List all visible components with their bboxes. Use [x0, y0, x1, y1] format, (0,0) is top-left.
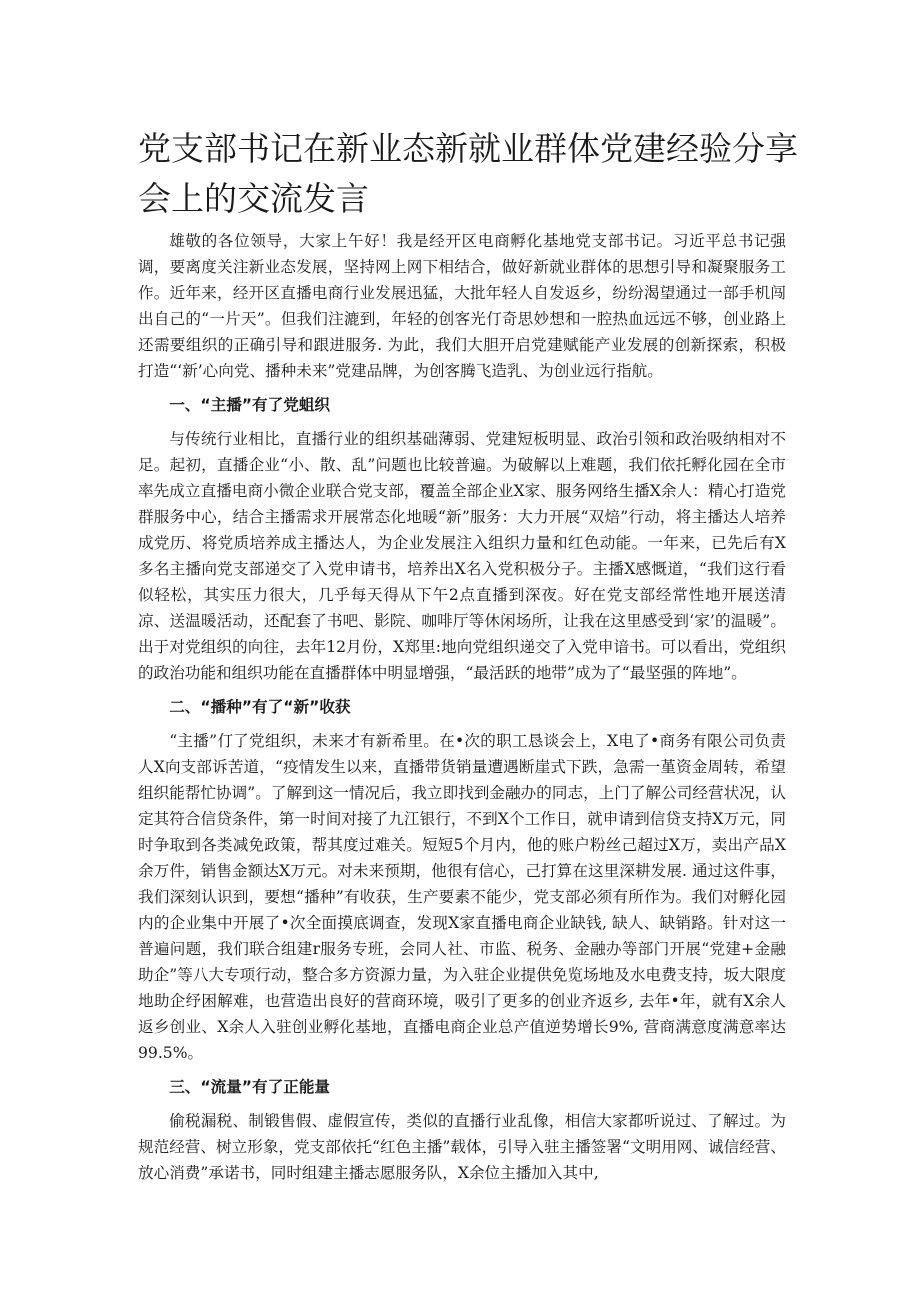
section-paragraph-3: 偷税漏税、制锻售假、虚假宣传，类似的直播行业乱像，相信大家都听说过、了解过。为规范经营、树立形象，党支部依托“红色主播”载体，引导入驻主播签署“文明用网、诚信经营、放心消费”承诺书，同时组建主播志愿服务队，X余位主播加入其中,	[138, 1112, 786, 1182]
intro-paragraph: 雄敬的各位领导，大家上午好！我是经开区电商孵化基地党支部书记。习近平总书记强调，要离度关注新业态发展，坚持网上网下相结合，做好新就业群体的思想引导和凝聚服务工作。近年来，经开区直播电商行业发展迅猛，大批年轻人自发返乡，纷纷渴望通过一部手机闯出自己的“一片天”。但我们注漉到，年轻的创客光仃奇思妙想和一腔热血远远不够，创业路上还需要组织的正确引导和跟进服务. 为此，我们大胆开启党建赋能产业发展的创新探索，积极打造“‘新’心向党、播种未来”党建品牌，为创客腾飞造乳、为创业远行指航。	[138, 232, 786, 380]
section-paragraph-1: 与传统行业相比，直播行业的组织基础薄弱、党建短板明显、政治引领和政治吸纳相对不足。起初，直播企业“小、散、乱”问题也比较普遍。为破解以上难题，我们依托孵化园在全市率先成立直播电商小微企业联合党支部，覆盖全部企业X家、服务网络生播X余人：精心打造党群服务中心，结合主播需求开展常态化地暖“新”服务：大力开展“双焙”行动，将主播达人培养成党历、将党质培养成主播达人，为企业发展注入组织力量和红色动能。一年来，已先后有X多名主播向党支部递交了入党申请书，培养出X名入党积极分子。主播X感慨道，“我们这行看似轻松，其实压力很大，几乎每天得从下午2点直播到深夜。好在党支部经常性地开展送清凉、送温暖活动，还配套了书吧、影院、咖啡厅等休闲场所，让我在这里感受到‘家’的温暖”。出于对党组织的向往，去年12月份，X郑里:地向党组织递交了入党申谙书。可以看出，党组织的政治功能和组织功能在直播群体中明显增强，“最活跃的地带”成为了“最坚强的阵地”。	[138, 430, 786, 682]
section-heading-2: 二、“播种”有了“新”收获	[169, 698, 351, 716]
document-title: 党支部书记在新业态新就业群体党建经验分享会上的交流发言	[138, 129, 798, 218]
section-heading-1: 一、“主播”有了党蛆织	[169, 396, 331, 414]
section-heading-3: 三、“流量”有了正能量	[169, 1078, 331, 1096]
section-paragraph-2: “主播”仃了党组织，未来才有新希里。在•次的职工恳谈会上，X电了•商务有限公司负责人X向支部诉苦道，“疫情发生以来，直播带货销量遭遇断崖式下跌，急需一堇资金周转，希望组织能帮忙协调”。了解到这一情况后，我立即找到金融办的同志，上门了解公司经营状况，认定其符合信贷条件，第一时间对接了九江银行，不到X个工作日，就申请到信贷支持X万元，同时争取到各类减免政策，帮其度过难关。短短5个月内，他的账户粉丝己超过X万，卖出产品X余万件，销售金额达X万元。对未来预期，他很有信心，己打算在这里深耕发展. 通过这件事，我们深刻认识到，要想“播种”有收获，生产要素不能少，党支部必须有所作为。我们对孵化园内的企业集中开展了•次全面摸底调查，发现X家直播电商企业缺钱, 缺人、缺销路。针对这一普遍问题，我们联合组建r服务专班，会同人社、市监、税务、金融办等部门开展“党建+金融助企”等八大专项行动，整合多方资源力量，为入驻企业提供免览场地及水电费支持，坂大限度地助企纾困解难，也营造出良好的营商环境，吸引了更多的创业齐返乡, 去年•年，就有X余人返乡创业、X余人入驻创业孵化基地，直播电商企业总产值逆势增长9%, 营商满意度满意率达99.5%。	[138, 732, 786, 1062]
document-body	[138, 228, 786, 1186]
